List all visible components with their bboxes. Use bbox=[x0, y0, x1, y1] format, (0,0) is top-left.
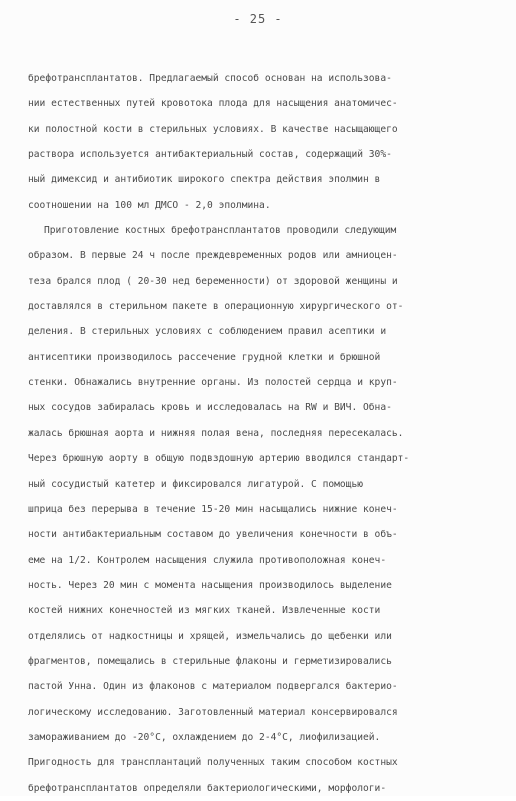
text-line: деления. В стерильных условиях с соблюдением правил асептики и bbox=[28, 326, 387, 338]
text-line: образом. В первые 24 ч после преждевременных родов или амниоцен- bbox=[28, 250, 398, 262]
text-line: ный димексид и антибиотик широкого спектра действия эполмин в bbox=[28, 174, 381, 186]
text-line: отделялись от надкостницы и хрящей, измельчались до щебенки или bbox=[28, 630, 392, 642]
text-line: ный сосудистый катетер и фиксировался лигатурой. С помощью bbox=[28, 478, 364, 490]
paragraph-start-line: Приготовление костных брефотрансплантатов проводили следующим bbox=[44, 225, 397, 237]
text-line: логическому исследованию. Заготовленный материал консервировался bbox=[28, 706, 398, 718]
text-line: Пригодность для трансплантаций полученных таким способом костных bbox=[28, 757, 398, 769]
text-line: Через брюшную аорту в общую подвздошную артерию вводился стандарт- bbox=[28, 453, 410, 465]
text-line: теза брался плод ( 20-30 нед беременности) от здоровой женщины и bbox=[28, 275, 398, 287]
text-line: доставлялся в стерильном пакете в операционную хирургического от- bbox=[28, 301, 404, 313]
text-line: фрагментов, помещались в стерильные флаконы и герметизировались bbox=[28, 655, 392, 667]
text-line: пастой Унна. Один из флаконов с материалом подвергался бактерио- bbox=[28, 681, 398, 693]
text-line: замораживанием до -20°С, охлаждением до 2-4°С, лиофилизацией. bbox=[28, 731, 381, 743]
body-text bbox=[28, 66, 492, 801]
text-line: соотношении на 100 мл ДМСО - 2,0 эполмина. bbox=[28, 199, 271, 211]
text-line: жалась брюшная аорта и нижняя полая вена, последняя пересекалась. bbox=[28, 427, 404, 439]
text-line: брефотрансплантатов определяли бактериологическими, морфологи- bbox=[28, 782, 387, 794]
text-line: костей нижних конечностей из мягких тканей. Извлеченные кости bbox=[28, 605, 381, 617]
page-number: - 25 - bbox=[233, 12, 283, 26]
text-line: шприца без перерыва в течение 15-20 мин насыщались нижние конеч- bbox=[28, 503, 398, 515]
text-line: ных сосудов забиралась кровь и исследовалась на RW и ВИЧ. Обна- bbox=[28, 402, 392, 414]
text-line: еме на 1/2. Контролем насыщения служила противоположная конеч- bbox=[28, 554, 387, 566]
text-line: ки полостной кости в стерильных условиях. В качестве насыщающего bbox=[28, 123, 398, 135]
text-line: ность. Через 20 мин с момента насыщения производилось выделение bbox=[28, 579, 392, 591]
text-line: ности антибактериальным составом до увеличения конечности в объ- bbox=[28, 529, 398, 541]
text-line: стенки. Обнажались внутренние органы. Из полостей сердца и круп- bbox=[28, 377, 398, 389]
text-line: брефотрансплантатов. Предлагаемый способ основан на использова- bbox=[28, 73, 392, 84]
text-line: антисептики производилось рассечение грудной клетки и брюшной bbox=[28, 351, 381, 363]
text-line: раствора используется антибактериальный состав, содержащий 30%- bbox=[28, 149, 392, 161]
text-line: нии естественных путей кровотока плода для насыщения анатомичес- bbox=[28, 98, 398, 110]
